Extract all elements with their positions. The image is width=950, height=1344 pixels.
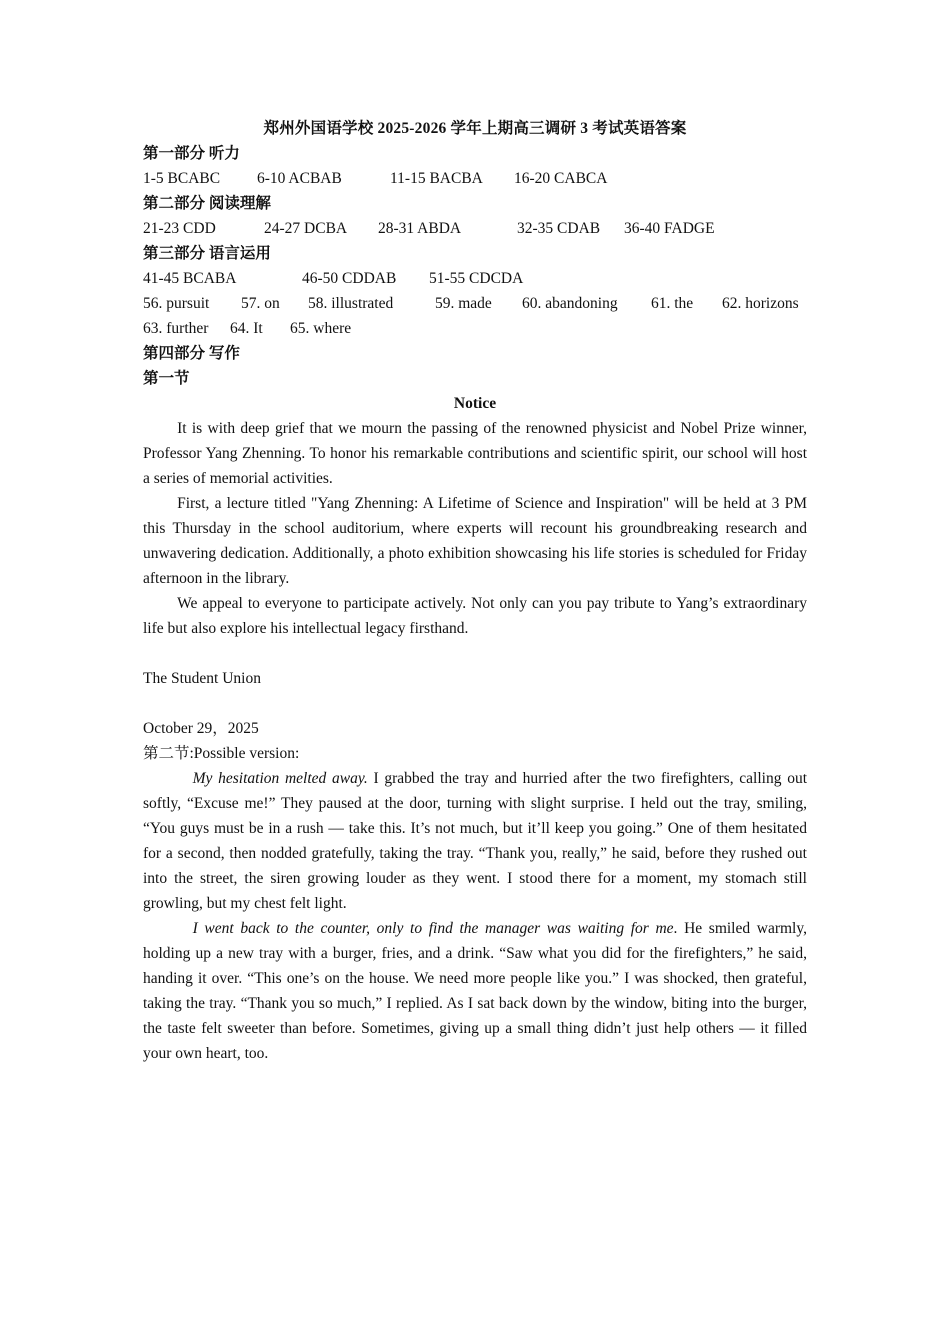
notice-title: Notice (453, 395, 497, 412)
answer-group: 6-10 ACBAB (257, 170, 342, 187)
story-lead-sentence: I went back to the counter, only to find the manager was waiting for me (192, 920, 674, 937)
story-text: I grabbed the tray and hurried after the two firefighters, calling out softly, “Excuse me!” They paused at the door, turning with slight surprise. I held out the tray, smiling, “You guys must be in a rush — take this. It’s not much, but it’ll keep you going.” One of them hesitated for a second, then nodded gratefully, taking the tray. “Thank you, really,” he said, before they rushed out into the street, the siren growing louder as they went. I stood there for a moment, my stomach still growling, but my chest felt light. (143, 770, 808, 912)
answer-item: 56. pursuit (143, 295, 210, 312)
part2-answers (143, 216, 807, 241)
answer-group: 41-45 BCABA (143, 270, 237, 287)
story-paragraph (143, 766, 807, 916)
answer-item: 60. abandoning (522, 295, 618, 312)
part4-heading: 第四部分 写作 (143, 345, 240, 362)
answer-item: 58. illustrated (308, 295, 394, 312)
answer-group: 16-20 CABCA (514, 170, 608, 187)
section2-heading: 第二节:Possible version: (143, 745, 300, 762)
part3-answers-row2 (143, 291, 807, 316)
answer-item: 65. where (290, 320, 352, 337)
answer-group: 32-35 CDAB (517, 220, 601, 237)
answer-item: 64. It (230, 320, 263, 337)
story-lead-sentence: My hesitation melted away. (192, 770, 368, 787)
answer-group: 28-31 ABDA (378, 220, 462, 237)
spacer (143, 691, 807, 716)
document-title: 郑州外国语学校 2025-2026 学年上期高三调研 3 考试英语答案 (263, 120, 687, 137)
part3-answers-row3 (143, 316, 807, 341)
answer-group: 46-50 CDDAB (302, 270, 397, 287)
answer-group: 11-15 BACBA (390, 170, 483, 187)
answer-item: 63. further (143, 320, 209, 337)
part2-heading: 第二部分 阅读理解 (143, 195, 271, 212)
answer-group: 36-40 FADGE (624, 220, 715, 237)
answer-group: 1-5 BCABC (143, 170, 221, 187)
part1-heading: 第一部分 听力 (143, 145, 240, 162)
answer-item: 62. horizons (722, 295, 799, 312)
answer-item: 57. on (241, 295, 280, 312)
answer-item: 59. made (435, 295, 492, 312)
notice-paragraph: First, a lecture titled "Yang Zhenning: A Lifetime of Science and Inspiration" will be held at 3 PM this Thursday in the school auditorium, where experts will recount his groundbreaking research and unwavering dedication. Additionally, a photo exhibition showcasing his life stories is scheduled for Friday afternoon in the library. (143, 495, 807, 587)
answer-item: 61. the (651, 295, 694, 312)
section1-heading: 第一节 (143, 370, 190, 387)
part3-heading: 第三部分 语言运用 (143, 245, 271, 262)
notice-date: October 29，2025 (143, 720, 259, 737)
notice-signature: The Student Union (143, 670, 261, 687)
notice-paragraph: We appeal to everyone to participate actively. Not only can you pay tribute to Yang’s extraordinary life but also explore his intellectual legacy firsthand. (143, 595, 807, 637)
answer-group: 24-27 DCBA (264, 220, 348, 237)
notice-paragraph: It is with deep grief that we mourn the passing of the renowned physicist and Nobel Prize winner, Professor Yang Zhenning. To honor his remarkable contributions and scientific spirit, our school will host a series of memorial activities. (143, 420, 807, 487)
story-paragraph (143, 916, 807, 1066)
story-text: . He smiled warmly, holding up a new tray with a burger, fries, and a drink. “Saw what you did for the firefighters,” he said, handing it over. “This one’s on the house. We need more people like you.” I was shocked, then grateful, taking the tray. “Thank you so much,” I replied. As I sat back down by the window, biting into the burger, the taste felt sweeter than before. Sometimes, giving up a small thing didn’t just help others — it filled your own heart, too. (143, 920, 807, 1062)
answer-group: 51-55 CDCDA (429, 270, 524, 287)
answer-group: 21-23 CDD (143, 220, 216, 237)
part3-answers-row1 (143, 266, 807, 291)
spacer (143, 641, 807, 666)
part1-answers (143, 166, 807, 191)
answer-document (143, 116, 807, 1066)
